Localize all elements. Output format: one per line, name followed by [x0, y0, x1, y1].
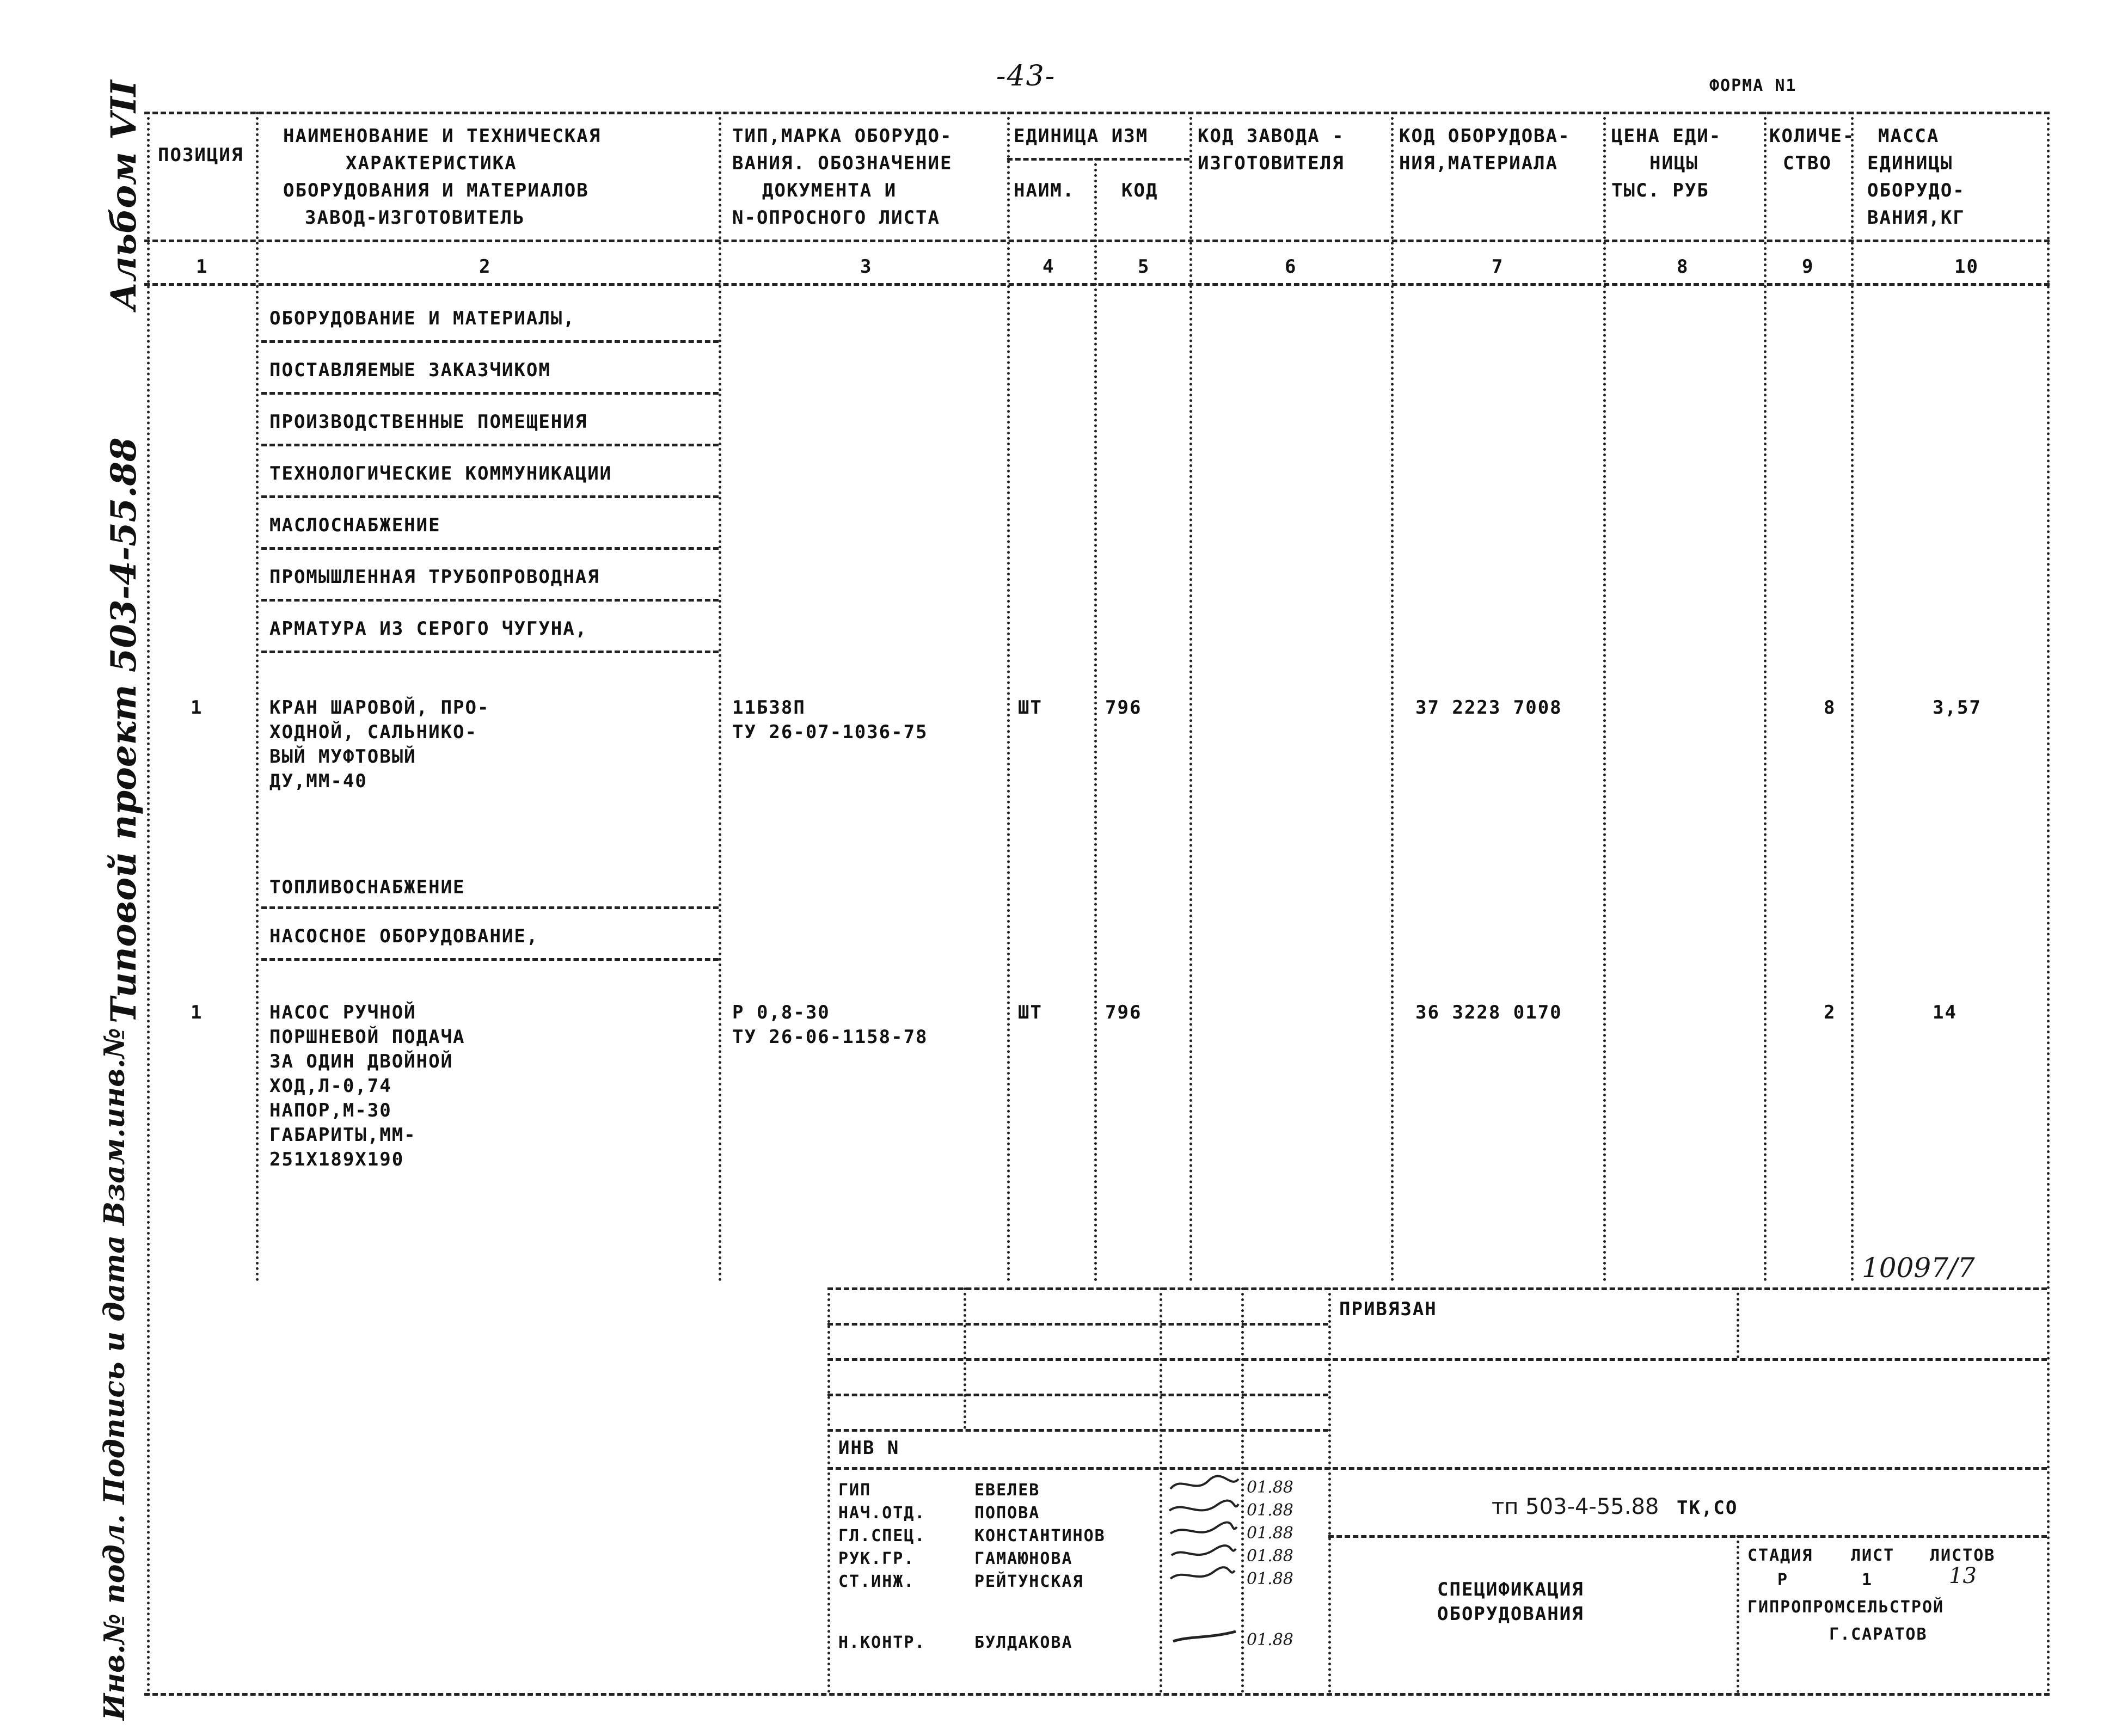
section-heading: АРМАТУРА ИЗ СЕРОГО ЧУГУНА,	[269, 618, 588, 640]
hdr-position: ПОЗИЦИЯ	[158, 144, 244, 166]
col-sep-9	[1851, 112, 1854, 1282]
section-heading: ПОСТАВЛЯЕМЫЕ ЗАКАЗЧИКОМ	[269, 359, 551, 381]
item1-equip-code: 37 2223 7008	[1415, 697, 1562, 719]
hdr-price-1: ЦЕНА ЕДИ-	[1611, 125, 1722, 147]
tb-row-line	[827, 1467, 2047, 1470]
hdr-name-4: ЗАВОД-ИЗГОТОВИТЕЛЬ	[305, 207, 525, 229]
section-heading: ТЕХНОЛОГИЧЕСКИЕ КОММУНИКАЦИИ	[269, 463, 612, 484]
tb-doc-title-1: СПЕЦИФИКАЦИЯ	[1437, 1579, 1584, 1600]
item1-unit: ШТ	[1018, 697, 1042, 719]
tb-role: НАЧ.ОТД.	[838, 1504, 926, 1523]
colnum-1: 1	[196, 256, 208, 278]
item2-type-1: Р 0,8-30	[732, 1002, 830, 1023]
section-underline	[261, 495, 719, 498]
item2-name-6: ГАБАРИТЫ,ММ-	[269, 1124, 416, 1146]
section-underline	[261, 392, 719, 395]
section-underline	[261, 958, 719, 961]
hdr-qty-1: КОЛИЧЕ-	[1769, 125, 1855, 147]
col-sep-4	[1094, 158, 1097, 1282]
item2-name-4: ХОД,Л-0,74	[269, 1075, 392, 1097]
album-label: Альбом VII	[103, 80, 144, 310]
tb-date: 01.88	[1247, 1569, 1293, 1588]
project-label: Типовой проект 503-4-55.88	[103, 437, 144, 1023]
col-sep-3	[1007, 112, 1010, 1282]
tb-col-line	[1737, 1535, 1739, 1693]
colnum-7: 7	[1492, 256, 1504, 278]
tb-date: 01.88	[1247, 1630, 1293, 1649]
tb-col-line	[1328, 1287, 1331, 1693]
item1-name-2: ХОДНОЙ, САЛЬНИКО-	[269, 721, 477, 743]
col-sep-2	[719, 112, 721, 1282]
tb-col-line	[1160, 1287, 1162, 1693]
tb-col-line	[964, 1287, 966, 1429]
tb-role: Н.КОНТР.	[838, 1633, 926, 1652]
section-heading: ПРОИЗВОДСТВЕННЫЕ ПОМЕЩЕНИЯ	[269, 411, 588, 433]
hdr-unit-code: КОД	[1121, 180, 1158, 201]
hdr-price-3: ТЫС. РУБ	[1611, 180, 1709, 201]
tb-row-line	[827, 1429, 1328, 1432]
tb-sheet-val: 1	[1862, 1571, 1873, 1590]
col-sep-5	[1189, 112, 1192, 1282]
tb-inv: ИНВ N	[838, 1437, 900, 1459]
bottom-border	[144, 1693, 2050, 1696]
tb-col-line	[1737, 1287, 1739, 1358]
item2-position: 1	[191, 1002, 203, 1023]
tb-doc-code-suffix: ТК,СО	[1677, 1497, 1738, 1519]
tb-role: РУК.ГР.	[838, 1549, 915, 1568]
tb-city: Г.САРАТОВ	[1829, 1625, 1928, 1644]
inv-stamp-label: Инв.№ подл. Подпись и дата Взам.инв.№	[98, 1028, 131, 1720]
col-sep-8	[1764, 112, 1767, 1282]
item2-name-7: 251Х189Х190	[269, 1149, 404, 1170]
item2-name-3: ЗА ОДИН ДВОЙНОЙ	[269, 1051, 453, 1072]
section-underline	[261, 599, 719, 602]
tb-name: ГАМАЮНОВА	[974, 1549, 1073, 1568]
item2-name-2: ПОРШНЕВОЙ ПОДАЧА	[269, 1026, 465, 1048]
item1-mass: 3,57	[1933, 697, 1982, 719]
tb-col-line	[1241, 1287, 1244, 1693]
tb-privyazan: ПРИВЯЗАН	[1339, 1298, 1437, 1320]
tb-row-line	[1328, 1535, 2047, 1538]
tb-date: 01.88	[1247, 1478, 1293, 1497]
hdr-name-3: ОБОРУДОВАНИЯ И МАТЕРИАЛОВ	[283, 180, 589, 201]
tb-name: ЕВЕЛЕВ	[974, 1481, 1040, 1500]
tb-name: РЕЙТУНСКАЯ	[974, 1572, 1084, 1591]
colnum-9: 9	[1802, 256, 1814, 278]
hdr-unit: ЕДИНИЦА ИЗМ	[1014, 125, 1149, 147]
hdr-equip-code-1: КОД ОБОРУДОВА-	[1399, 125, 1571, 147]
item2-name-5: НАПОР,М-30	[269, 1100, 392, 1121]
hdr-type-3: ДОКУМЕНТА И	[762, 180, 897, 201]
item1-qty: 8	[1824, 697, 1836, 719]
tb-role: СТ.ИНЖ.	[838, 1572, 915, 1591]
tb-stage-val: Р	[1777, 1571, 1789, 1590]
item1-position: 1	[191, 697, 203, 719]
item1-name-3: ВЫЙ МУФТОВЫЙ	[269, 746, 416, 768]
section-underline	[261, 340, 719, 343]
tb-name: БУЛДАКОВА	[974, 1633, 1073, 1652]
hdr-mass-2: ЕДИНИЦЫ	[1867, 152, 1953, 174]
hdr-factory-2: ИЗГОТОВИТЕЛЯ	[1198, 152, 1345, 174]
colnum-2: 2	[479, 256, 492, 278]
hdr-factory-1: КОД ЗАВОДА -	[1198, 125, 1345, 147]
tb-doc-code: тп 503-4-55.88	[1492, 1494, 1659, 1519]
hdr-price-2: НИЦЫ	[1649, 152, 1698, 174]
tb-row-line	[827, 1394, 1328, 1396]
tb-date: 01.88	[1247, 1524, 1293, 1543]
right-border	[2047, 112, 2050, 1693]
section-heading: ТОПЛИВОСНАБЖЕНИЕ	[269, 876, 465, 898]
colnum-4: 4	[1042, 256, 1055, 278]
unit-sub-border	[1007, 158, 1189, 161]
tb-sheets-hdr: ЛИСТОВ	[1930, 1546, 1996, 1565]
tb-sheets-val: 13	[1949, 1563, 1977, 1588]
hdr-mass-1: МАССА	[1878, 125, 1940, 147]
hdr-type-1: ТИП,МАРКА ОБОРУДО-	[732, 125, 953, 147]
tb-top-border	[827, 1287, 2047, 1290]
item1-unit-code: 796	[1105, 697, 1142, 719]
colnum-5: 5	[1138, 256, 1150, 278]
item1-type-1: 11Б38П	[732, 697, 806, 719]
tb-doc-title-2: ОБОРУДОВАНИЯ	[1437, 1603, 1584, 1625]
hdr-qty-2: СТВО	[1783, 152, 1832, 174]
tb-sheet-hdr: ЛИСТ	[1851, 1546, 1895, 1565]
section-heading: ОБОРУДОВАНИЕ И МАТЕРИАЛЫ,	[269, 308, 575, 329]
form-label: ФОРМА N1	[1709, 76, 1797, 95]
tb-stage-hdr: СТАДИЯ	[1747, 1546, 1813, 1565]
item2-unit-code: 796	[1105, 1002, 1142, 1023]
hdr-mass-3: ОБОРУДО-	[1867, 180, 1965, 201]
section-underline	[261, 547, 719, 550]
item1-type-2: ТУ 26-07-1036-75	[732, 721, 928, 743]
hdr-equip-code-2: НИЯ,МАТЕРИАЛА	[1399, 152, 1559, 174]
item1-name-4: ДУ,ММ-40	[269, 770, 367, 792]
item2-mass: 14	[1933, 1002, 1957, 1023]
item2-equip-code: 36 3228 0170	[1415, 1002, 1562, 1023]
colnum-3: 3	[860, 256, 873, 278]
hdr-unit-name: НАИМ.	[1014, 180, 1075, 201]
tb-date: 01.88	[1247, 1547, 1293, 1566]
section-heading: НАСОСНОЕ ОБОРУДОВАНИЕ,	[269, 925, 539, 947]
section-underline	[261, 444, 719, 446]
hdr-type-4: N-ОПРОСНОГО ЛИСТА	[732, 207, 940, 229]
handwritten-note: 10097/7	[1862, 1252, 1975, 1284]
colnum-8: 8	[1677, 256, 1689, 278]
tb-row-line	[827, 1358, 2047, 1361]
item1-name-1: КРАН ШАРОВОЙ, ПРО-	[269, 697, 490, 719]
colnum-10: 10	[1954, 256, 1979, 278]
tb-row-line	[827, 1323, 1328, 1326]
hdr-name-2: ХАРАКТЕРИСТИКА	[346, 152, 517, 174]
item2-name-1: НАСОС РУЧНОЙ	[269, 1002, 416, 1023]
page-number: -43-	[996, 60, 1056, 93]
signatures-drawing	[1165, 1473, 1241, 1655]
tb-role: ГЛ.СПЕЦ.	[838, 1526, 926, 1545]
tb-name: КОНСТАНТИНОВ	[974, 1526, 1106, 1545]
section-underline	[261, 651, 719, 653]
tb-org: ГИПРОПРОМСЕЛЬСТРОЙ	[1747, 1598, 1945, 1617]
hdr-type-2: ВАНИЯ. ОБОЗНАЧЕНИЕ	[732, 152, 953, 174]
section-underline	[261, 906, 719, 909]
item2-qty: 2	[1824, 1002, 1836, 1023]
colnum-6: 6	[1285, 256, 1297, 278]
tb-name: ПОПОВА	[974, 1504, 1040, 1523]
tb-role: ГИП	[838, 1481, 872, 1500]
hdr-mass-4: ВАНИЯ,КГ	[1867, 207, 1965, 229]
section-heading: ПРОМЫШЛЕННАЯ ТРУБОПРОВОДНАЯ	[269, 566, 600, 588]
hdr-name-1: НАИМЕНОВАНИЕ И ТЕХНИЧЕСКАЯ	[283, 125, 602, 147]
tb-left-border	[827, 1287, 830, 1693]
col-sep-6	[1391, 112, 1394, 1282]
item2-unit: ШТ	[1018, 1002, 1042, 1023]
tb-date: 01.88	[1247, 1501, 1293, 1520]
item2-type-2: ТУ 26-06-1158-78	[732, 1026, 928, 1048]
col-sep-7	[1603, 112, 1606, 1282]
left-border	[147, 112, 150, 1693]
col-sep-1	[256, 112, 259, 1282]
section-heading: МАСЛОСНАБЖЕНИЕ	[269, 514, 441, 536]
